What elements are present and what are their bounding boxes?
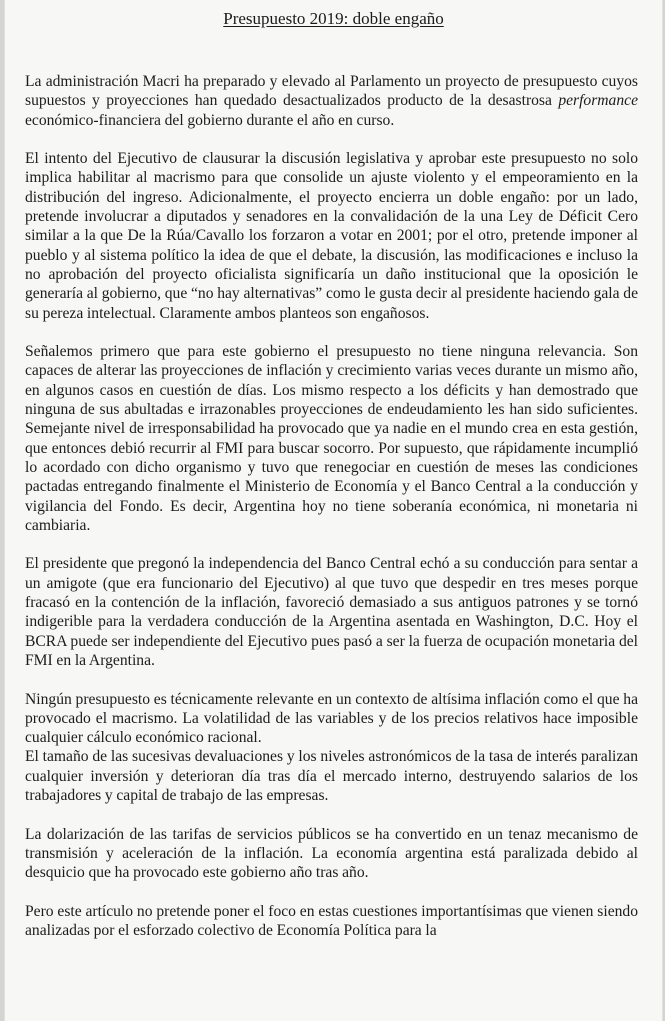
paragraph-8: Pero este artículo no pretende poner el foco en estas cuestiones importantísimas que vienen siendo analizadas por el esforzado colectivo de Economía Política para la (25, 902, 638, 940)
paragraph-5: Ningún presupuesto es técnicamente relevante en un contexto de altísima inflación como el que ha provocado el macrismo. La volatilidad de las variables y de los precios relativos hace imposible cualquier cálculo económico racional. (25, 690, 638, 747)
document-page (4, 0, 663, 1021)
paragraph-4: El presidente que pregonó la independencia del Banco Central echó a su conducción para sentar a un amigote (que era funcionario del Ejecutivo) al que tuvo que despedir en tres meses porque fracasó en la contención de la inflación, favoreció demasiado a sus antiguos patrones y se tornó indigerible para la verdadera conducción de la Argentina asentada en Washington, D.C. Hoy el BCRA puede ser independiente del Ejecutivo pues pasó a ser la fuerza de ocupación monetaria del FMI en la Argentina. (25, 555, 638, 669)
paragraph-1-emphasis: performance (558, 92, 638, 110)
document-body (25, 72, 638, 960)
paragraph-3: Señalemos primero que para este gobierno el presupuesto no tiene ninguna relevancia. Son capaces de alterar las proyecciones de inflación y crecimiento varias veces durante un mismo año, en algunos casos en cuestión de días. Los mismo respecto a los déficits y han demostrado que ninguna de sus abultadas e irrazonables proyecciones de endeudamiento les han sido suficientes. Semejante nivel de irresponsabilidad ha provocado que ya nadie en el mundo crea en esta gestión, que entonces debió recurrir al FMI para buscar socorro. Por supuesto, que rápidamente incumplió lo acordado con dicho organismo y tuvo que renegociar en cuestión de meses las condiciones pactadas entregando finalmente el Ministerio de Economía y el Banco Central a la conducción y vigilancia del Fondo. Es decir, Argentina hoy no tiene soberanía económica, ni monetaria ni cambiaria. (25, 343, 638, 534)
paragraph-6: El tamaño de las sucesivas devaluaciones y los niveles astronómicos de la tasa de interés paralizan cualquier inversión y deterioran día tras día el mercado interno, destruyendo salarios de los trabajadores y capital de trabajo de las empresas. (25, 748, 638, 804)
paragraph-1 (25, 72, 638, 130)
paragraph-1-text-end: económico-financiera del gobierno durante el año en curso. (25, 111, 395, 129)
paragraph-1-text: La administración Macri ha preparado y elevado al Parlamento un proyecto de presupuesto cuyos supuestos y proyecciones han quedado desactualizados producto de la desastrosa (25, 73, 638, 110)
document-title: Presupuesto 2019: doble engaño (223, 9, 444, 28)
paragraph-2: El intento del Ejecutivo de clausurar la discusión legislativa y aprobar este presupuesto no solo implica habilitar al macrismo para que consolide un ajuste violento y el empeoramiento en la distribución del ingreso. Adicionalmente, el proyecto encierra un doble engaño: por un lado, pretende involucrar a diputados y senadores en la convalidación de la una Ley de Déficit Cero similar a la que De la Rúa/Cavallo los forzaron a votar en 2001; por el otro, pretende imponer al pueblo y al sistema político la idea de que el debate, la discusión, las modificaciones e incluso la no aprobación del proyecto oficialista significaría un daño institucional que la oposición le generaría al gobierno, que “no hay alternativas” como le gusta decir al presidente haciendo gala de su pereza intelectual. Claramente ambos planteos son engañosos. (25, 150, 638, 322)
paragraph-7: La dolarización de las tarifas de servicios públicos se ha convertido en un tenaz mecanismo de transmisión y aceleración de la inflación. La economía argentina está paralizada debido al desquicio que ha provocado este gobierno año tras año. (25, 825, 638, 882)
